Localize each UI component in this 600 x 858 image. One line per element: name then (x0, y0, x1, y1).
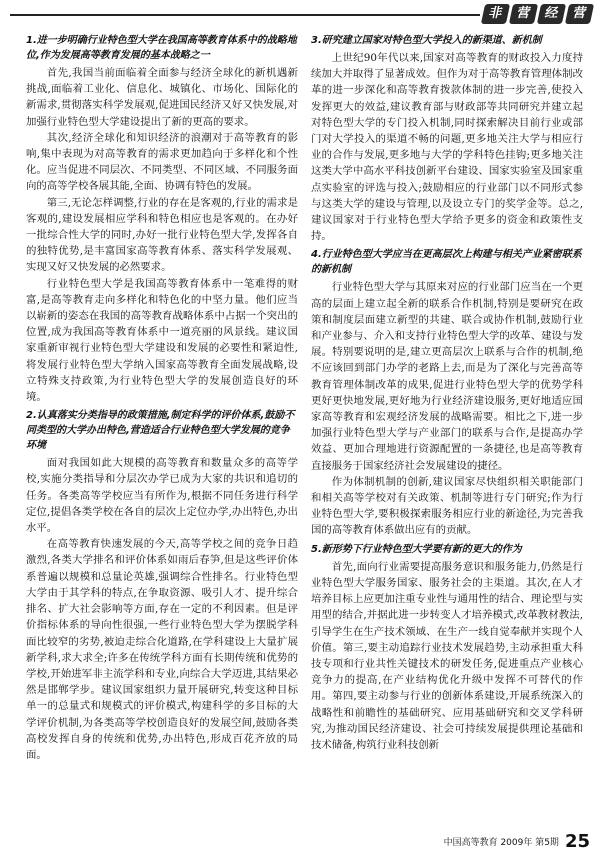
column-badge: 经 (537, 4, 566, 24)
section-heading-4: 4.行业特色型大学应当在更高层次上构建与相关产业紧密联系的新机制 (311, 249, 582, 276)
section-heading-2: 2.认真落实分类指导的政策措施,制定科学的评价体系,鼓励不同类型的大学办出特色,营造适合行业特色型大学发展的竞争环境 (26, 410, 295, 452)
paragraph: 第三,无论怎样调整,行业的存在是客观的,行业的需求是客观的,建设发展相应学科和特色相应也是客观的。在办好一批综合性大学的同时,办好一批行业特色型大学,发挥各自的独特优势,是丰富国家高等教育体系、落实科学发展观、实现又好又快发展的必然要求。 (26, 196, 298, 274)
column-badge: 非 (481, 4, 510, 24)
page-header (0, 4, 600, 24)
page-footer (444, 831, 590, 852)
left-column (26, 30, 298, 763)
paragraph: 其次,经济全球化和知识经济的浪潮对于高等教育的影响,集中表现为对高等教育的需求更加趋向于多样化和个性化。应当促进不同层次、不同类型、不同区域、不同服务面向的高等学校各展其能,全面、协调有特色的发展。 (26, 131, 298, 193)
paragraph: 行业特色型大学是我国高等教育体系中一笔难得的财富,是高等教育走向多样化和特色化的中坚力量。他们应当以崭新的姿态在我国的高等教育战略体系中占据一个突出的位置,成为我国高等教育体系中一道亮丽的风景线。建议国家重新审视行业特色型大学建设和发展的必要性和紧迫性,将发展行业特色型大学纳入国家高等教育全面发展战略,设立特殊支持政策,为行业特色型大学的发展创造良好的环境。 (26, 277, 298, 404)
paragraph: 面对我国如此大规模的高等教育和数量众多的高等学校,实施分类指导和分层次办学已成为大家的共识和追切的任务。各类高等学校应当有所作为,根据不同任务进行科学定位,提倡各类学校在各自的层次上定位办学,办出特色,办出水平。 (26, 457, 298, 535)
paragraph: 行业特色型大学与其原来对应的行业部门应当在一个更高的层面上建立起全新的联系合作机制,特别是要研究在政策和制度层面建立新型的共建、联合或协作机制,鼓励行业和产业参与、介入和支持行业特色型大学的改革、建设与发展。特别要说明的是,建立更高层次上联系与合作的机制,绝不应该回到部门办学的老路上去,而是为了深化与完善高等教育管理体制改革的成果,促进行业特色型大学的优势学科更好更快地发展,更好地为行业经济建设服务,更好地适应国家高等教育和宏观经济发展的战略需要。相比之下,进一步加强行业特色型大学与产业部门的联系与合作,是提高办学效益、更加合理地进行资源配置的一条捷径,也是高等教育直接服务于国家经济社会发展建设的捷径。 (311, 281, 583, 472)
paragraph: 首先,面向行业需要提高服务意识和服务能力,仍然是行业特色型大学服务国家、服务社会的主渠道。其次,在人才培养目标上应更加注重专业性与通用性的结合、理论型与实用型的结合,并据此进一步转变人才培养模式,改革教材教法,引导学生在生产技术领域、在生产一线自觉奉献并实现个人价值。第三,要主动追踪行业技术发展趋势,主动承担重大科技专项和行业共性关键技术的研发任务,促进重点产业核心竞争力的提高,在产业结构优化升级中发挥不可替代的作用。第四,要主动参与行业的创新体系建设,开展系统深入的战略性和前瞻性的基础研究、应用基础研究和交叉学科研究,为推动国民经济建设、社会可持续发展提供理论基础和技术储备,构筑行业科技创新 (311, 560, 583, 751)
column-badge: 营 (509, 4, 538, 24)
paragraph: 上世纪90年代以来,国家对高等教育的财政投入力度持续加大并取得了显著成效。但作为对于高等教育管理体制改革的进一步深化和高等教育拨款体制的进一步完善,使投入发挥更大的效益,建议教育部与财政部等共同研究并建立起对特色型大学的专门投入机制,同时探索解决目前行业或部门对大学投入的渠道不畅的问题,更多地关注大学与相应行业的合作与发展,更多地与大学的学科特色挂钩;更多地关注这类大学中高水平科技创新平台建设、国家实验室及国家重点实验室的评选与投入;鼓励相应的行业部门以不同形式参与这类大学的建设与管理,以及设立专门的奖学金等。总之,建议国家对于行业特色型大学给予更多的资金和政策性支持。 (311, 52, 583, 243)
section-heading-3: 3.研究建立国家对特色型大学投入的新渠道、新机制 (311, 35, 542, 46)
page-number: 25 (564, 831, 590, 852)
paragraph: 在高等教育快速发展的今天,高等学校之间的竞争日趋激烈,各类大学排名和评价体系如雨后春笋,但是这些评价体系普遍以规模和总量论英雄,强调综合性排名。行业特色型大学由于其学科的特点,在争取资源、吸引人才、提升综合排名、扩大社会影响等方面,存在一定的不利因素。但是评价指标体系的导向性很强,一些行业特色型大学为摆脱学科面比较窄的劣势,被迫走综合化道路,在学科建设上大量扩展新学科,求大求全;许多在传统学科方面有长期传统和优势的学校,开始进军非主流学科和专业,向综合大学迈进,其结果必然是邯郸学步。建议国家组织力量开展研究,转变这种目标单一的总量式和规模式的评价模式,构建科学的多目标的大学评价机制,为各类高等学校创造良好的发展空间,鼓励各类高校发挥自身的传统和优势,办出特色,形成百花齐放的局面。 (26, 538, 298, 761)
section-heading-1: 1.进一步明确行业特色型大学在我国高等教育体系中的战略地位,作为发展高等教育发展的基本战略之一 (26, 35, 297, 61)
paragraph: 首先,我国当前面临着全面参与经济全球化的新机遇新挑战,面临着工业化、信息化、城镇化、市场化、国际化的新需求,贯彻落实科学发展观,促进国民经济又好又快发展,对加强行业特色型大学建设提出了新的更高的要求。 (26, 67, 298, 128)
column-badges (483, 4, 592, 24)
header-rule (10, 14, 480, 16)
right-column (311, 30, 583, 753)
paragraph: 作为体制机制的创新,建议国家尽快组织相关职能部门和相关高等学校对有关政策、机制等进行专门研究;作为行业特色型大学,要积极探索服务相应行业的新途径,为完善我国的高等教育体系做出应有的贡献。 (311, 475, 583, 537)
column-badge: 营 (565, 4, 594, 24)
journal-name: 中国高等教育 2009年 第5期 (443, 838, 559, 848)
section-heading-5: 5.新形势下行业特色型大学要有新的更大的作为 (311, 543, 522, 555)
